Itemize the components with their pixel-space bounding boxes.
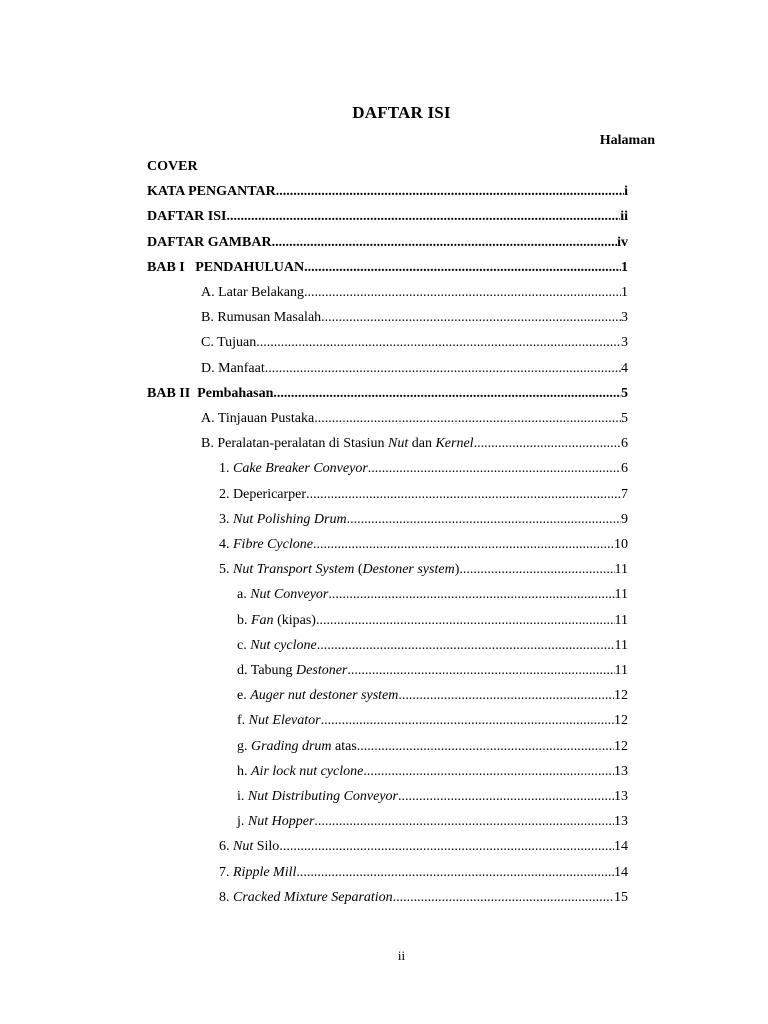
toc-page-number: 12: [614, 713, 628, 729]
toc-page-number: 6: [621, 461, 628, 477]
toc-entry-text: C. Tujuan: [201, 335, 257, 351]
toc-entry: [201, 358, 628, 380]
toc-leader-dots: [272, 232, 618, 254]
toc-entry-label: [219, 509, 347, 531]
toc-entry-label: [237, 761, 363, 783]
toc-page-number: 15: [614, 889, 628, 905]
toc-entry-label: [147, 383, 273, 405]
toc-entry-text: f.: [237, 713, 249, 729]
toc-entry-label: [219, 484, 306, 506]
toc-entry-label: [237, 811, 314, 833]
toc-entry: [237, 710, 628, 732]
toc-entry: [201, 408, 628, 430]
toc-entry-label: [219, 458, 368, 480]
toc-entry-text: h.: [237, 763, 251, 779]
toc-page-number: 12: [614, 688, 628, 704]
toc-leader-dots: [265, 358, 621, 380]
toc-leader-dots: [316, 610, 615, 632]
toc-entry: [147, 181, 628, 203]
toc-entry-label: [237, 584, 328, 606]
toc-entry-text: 8.: [219, 889, 233, 905]
toc-leader-dots: [363, 761, 614, 783]
toc-entry-label: [237, 685, 398, 707]
toc-entry-text: b.: [237, 612, 251, 628]
toc-entry-label: [219, 836, 279, 858]
toc-page-number: 5: [621, 411, 628, 426]
toc-entry-text: 5.: [219, 562, 233, 578]
toc-entry-text: Grading drum: [251, 738, 332, 754]
toc-entry-text: a.: [237, 587, 251, 603]
toc-page-number: 12: [614, 738, 628, 754]
toc-entry-text: j.: [237, 814, 248, 830]
toc-page-number: 10: [614, 537, 628, 552]
toc-entry-text: atas: [331, 738, 357, 754]
toc-entry: [219, 484, 628, 506]
toc-entry: [237, 610, 628, 632]
toc-entry-text: Nut Hopper: [247, 814, 315, 830]
toc-leader-dots: [321, 710, 614, 732]
toc-entry-label: [201, 307, 321, 329]
toc-entry-label: [201, 358, 265, 380]
toc-entry: [147, 257, 628, 279]
toc-leader-dots: [273, 383, 621, 405]
toc-leader-dots: [474, 433, 621, 455]
toc-page-number: 11: [614, 562, 628, 578]
toc-page-number: 13: [614, 763, 628, 779]
toc-leader-dots: [304, 282, 621, 304]
toc-page-number: 14: [614, 864, 628, 880]
toc-entry-text: Kernel: [435, 436, 474, 452]
toc-page-number: 11: [614, 637, 628, 653]
page-title: DAFTAR ISI: [352, 103, 451, 122]
toc-entry-text: 1.: [219, 461, 233, 477]
toc-entry: [237, 584, 628, 606]
toc-entry-label: [219, 559, 459, 581]
toc-entry: [237, 811, 628, 833]
toc-page-number: i: [624, 184, 628, 200]
toc-entry-label: [237, 660, 347, 682]
toc-leader-dots: [296, 862, 614, 884]
toc-entry-label: [147, 156, 198, 178]
toc-entry-text: Fan: [251, 612, 274, 628]
toc-entry-text: BAB I PENDAHULUAN: [147, 259, 305, 275]
toc-entry-text: Nut Distributing Conveyor: [247, 789, 399, 804]
toc-entry: [219, 458, 628, 480]
toc-entry-text: Nut Conveyor: [250, 587, 329, 603]
toc-entry-text: Air lock nut cyclone: [251, 763, 364, 779]
toc-entry: [201, 307, 628, 329]
toc-entry-text: B. Rumusan Masalah: [201, 310, 322, 326]
toc-entry: [219, 534, 628, 556]
toc-entry-text: Nut Polishing Drum: [233, 511, 347, 527]
toc-leader-dots: [314, 408, 621, 430]
toc-entry-label: [201, 282, 304, 304]
toc-entry-text: (: [354, 562, 363, 578]
toc-entry: [147, 206, 628, 228]
toc-entry-text: e.: [237, 688, 251, 704]
toc-leader-dots: [368, 458, 621, 480]
toc-leader-dots: [276, 181, 624, 203]
toc-leader-dots: [256, 332, 621, 354]
toc-entry-text: g.: [237, 738, 251, 754]
toc-entry-label: [219, 862, 296, 884]
toc-entry: [147, 383, 628, 405]
toc-leader-dots: [357, 736, 614, 758]
toc-entry-label: [147, 257, 304, 279]
toc-entry-label: [219, 887, 393, 909]
toc-entry: [147, 156, 628, 178]
toc-entry: [219, 559, 628, 581]
toc-entry-text: (kipas): [273, 612, 316, 628]
toc-entry-label: [237, 710, 321, 732]
toc-entry-label: [201, 332, 256, 354]
toc-entry-text: Destoner: [296, 663, 348, 678]
toc-entry-text: Nut cyclone: [250, 637, 317, 653]
toc-entry-text: ): [454, 562, 460, 578]
toc-entry: [219, 862, 628, 884]
toc-entry-text: Destoner system: [362, 562, 455, 578]
toc-entry-text: Nut Elevator: [248, 713, 321, 729]
page-number-footer: ii: [397, 948, 406, 963]
toc-entry-text: A. Latar Belakang: [201, 285, 305, 300]
toc-entry-text: KATA PENGANTAR: [147, 184, 276, 200]
toc-entry: [237, 761, 628, 783]
page-column-header: Halaman: [599, 133, 655, 148]
toc-leader-dots: [279, 836, 614, 858]
toc-entry-text: Ripple Mill: [233, 864, 297, 880]
toc-entry-text: d. Tabung: [237, 663, 297, 678]
toc-leader-dots: [347, 509, 621, 531]
toc-page-number: 13: [614, 789, 628, 804]
toc-entry-text: Nut: [388, 436, 409, 452]
toc-entry: [219, 836, 628, 858]
toc-page-number: 7: [621, 486, 628, 502]
toc-entry: [201, 282, 628, 304]
toc-entry-label: [147, 181, 276, 203]
toc-leader-dots: [328, 584, 614, 606]
toc-entry-text: Nut Transport System: [233, 562, 355, 578]
toc-page-number: 1: [621, 285, 628, 300]
toc-page-number: 11: [614, 587, 628, 603]
toc-page-number: 1: [621, 259, 628, 275]
toc-entry: [237, 635, 628, 657]
toc-entry-label: [147, 232, 272, 254]
toc-entry-label: [147, 206, 226, 228]
toc-entry: [147, 232, 628, 254]
toc-page-number: 11: [614, 663, 628, 678]
toc-entry-label: [237, 610, 316, 632]
toc-entry-text: 7.: [219, 864, 233, 880]
toc-page-number: 6: [621, 436, 628, 452]
toc-entry-text: A. Tinjauan Pustaka: [201, 411, 315, 426]
toc-leader-dots: [459, 559, 614, 581]
toc-leader-dots: [314, 811, 614, 833]
toc-page-number: iv: [617, 234, 628, 250]
toc-leader-dots: [304, 257, 621, 279]
toc-page-number: 4: [621, 360, 628, 376]
toc-page-number: 13: [614, 814, 628, 830]
toc-entry-label: [201, 433, 474, 455]
toc-entry-text: Nut: [233, 839, 254, 855]
toc-entry-text: Silo: [253, 839, 280, 855]
toc-entry: [219, 887, 628, 909]
toc-leader-dots: [398, 786, 614, 808]
toc-leader-dots: [321, 307, 621, 329]
toc-entry-text: D. Manfaat: [201, 360, 265, 376]
toc-entry-text: i.: [237, 789, 248, 804]
toc-entry-text: BAB II Pembahasan: [147, 385, 274, 401]
toc-entry-label: [237, 635, 317, 657]
toc-entry-text: Cake Breaker Conveyor: [233, 461, 368, 477]
toc-leader-dots: [226, 206, 620, 228]
toc-entry-text: c.: [237, 637, 251, 653]
toc-entry-text: COVER: [147, 159, 198, 174]
toc-entry-text: DAFTAR ISI: [147, 209, 227, 225]
toc-leader-dots: [398, 685, 614, 707]
toc-page-number: 5: [621, 385, 628, 401]
toc-entry: [237, 660, 628, 682]
toc-entry-text: Cracked Mixture Separation: [233, 889, 393, 905]
toc-entry-text: 3.: [219, 511, 233, 527]
toc-leader-dots: [347, 660, 614, 682]
toc-entry-label: [201, 408, 314, 430]
toc-page-number: 14: [614, 839, 628, 855]
toc-entry-text: Auger nut destoner system: [250, 688, 399, 704]
toc-page-number: 3: [621, 310, 628, 326]
toc-entry: [219, 509, 628, 531]
toc-entry-text: DAFTAR GAMBAR: [147, 234, 272, 250]
toc-entry: [201, 332, 628, 354]
toc-page-number: ii: [620, 209, 628, 225]
toc-entry-text: dan: [408, 436, 436, 452]
toc-entry-text: 2. Depericarper: [219, 486, 307, 502]
toc-entry-text: Fibre Cyclone: [233, 537, 313, 552]
toc-leader-dots: [306, 484, 621, 506]
toc-leader-dots: [317, 635, 615, 657]
toc-entry-label: [237, 786, 398, 808]
toc-entry-text: B. Peralatan-peralatan di Stasiun: [201, 436, 388, 452]
toc-entry: [237, 786, 628, 808]
toc-entry-label: [219, 534, 313, 556]
toc-entry-text: 6.: [219, 839, 233, 855]
toc-entry: [237, 736, 628, 758]
toc-entry: [201, 433, 628, 455]
toc-entry-text: 4.: [219, 537, 233, 552]
toc-leader-dots: [393, 887, 614, 909]
toc-leader-dots: [313, 534, 614, 556]
toc-entry: [237, 685, 628, 707]
toc-page-number: 9: [621, 511, 628, 527]
toc-page-number: 3: [621, 335, 628, 351]
toc-page-number: 11: [614, 612, 628, 628]
toc-entry-label: [237, 736, 357, 758]
